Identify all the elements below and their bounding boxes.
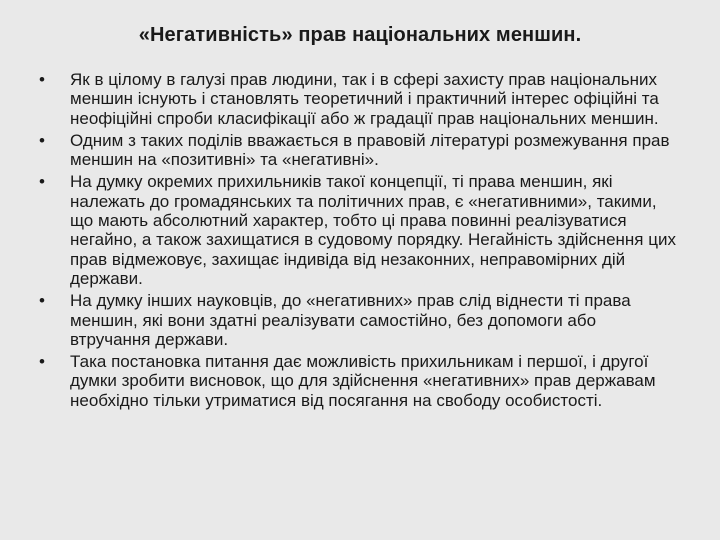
bullet-item xyxy=(0,352,720,410)
bullet-text: Одним з таких поділів вважається в правовій літературі розмежування прав меншин на «позитивні» та «негативні». xyxy=(70,130,670,170)
bullet-dot-icon: • xyxy=(39,70,45,89)
bullet-item xyxy=(0,70,720,128)
bullet-dot-icon: • xyxy=(39,172,45,192)
bullet-list xyxy=(0,70,720,413)
bullet-dot-icon: • xyxy=(39,130,45,150)
bullet-dot-icon: • xyxy=(39,352,45,372)
bullet-item xyxy=(0,131,720,170)
bullet-text: Як в цілому в галузі прав людини, так і в сфері захисту прав національних меншин існують і становлять теоретичний і практичний інтерес офіційні та неофіційні спроби класифікації або ж градації прав національних меншин. xyxy=(70,70,659,128)
bullet-dot-icon: • xyxy=(39,291,45,311)
bullet-item xyxy=(0,291,720,349)
slide-title: «Негативність» прав національних меншин. xyxy=(138,24,582,46)
bullet-item xyxy=(0,172,720,288)
bullet-text: На думку інших науковців, до «негативних» прав слід віднести ті права меншин, які вони здатні реалізувати самостійно, без допомоги або втручання держави. xyxy=(70,291,631,349)
bullet-text: На думку окремих прихильників такої концепції, ті права меншин, які належать до громадянських та політичних прав, є «негативними», такими, що мають абсолютний характер, тобто ці права повинні реалізуватися негайно, а також захищатися в судовому порядку. Негайність здійснення цих прав відмежовує, захищає індивіда від незаконних, неправомірних дій держави. xyxy=(70,172,676,288)
bullet-text: Така постановка питання дає можливість прихильникам і першої, і другої думки зробити висновок, що для здійснення «негативних» прав державам необхідно тільки утриматися від посягання на свободу особистості. xyxy=(70,352,656,410)
